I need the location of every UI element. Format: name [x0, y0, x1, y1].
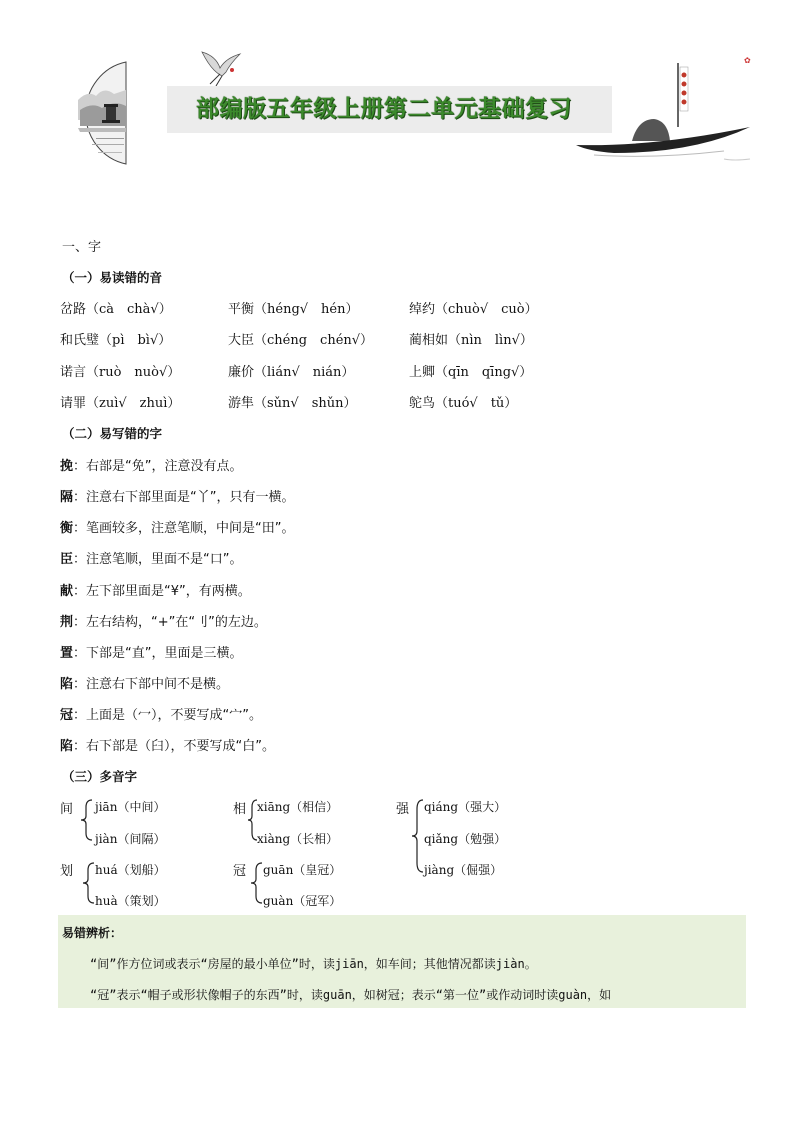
- polyphonic-char: 强: [396, 802, 410, 817]
- writing-note: 陷：注意右下部中间不是横。: [60, 677, 230, 692]
- writing-note: 献：左下部里面是“¥”，有两横。: [60, 584, 251, 599]
- polyphonic-reading: huá（划船）: [95, 863, 166, 877]
- polyphonic-reading: jiàng（倔强）: [424, 863, 503, 877]
- pronunciation-item: 绰约（chuò√ cuò）: [409, 302, 538, 317]
- pronunciation-item: 和氏璧（pì bì√）: [60, 333, 172, 348]
- polyphonic-reading: qiǎng（勉强）: [424, 832, 507, 846]
- polyphonic-reading: xiāng（相信）: [257, 800, 339, 814]
- polyphonic-reading: guān（皇冠）: [263, 863, 342, 877]
- writing-note: 隔：注意右下部里面是“丫”，只有一横。: [60, 490, 295, 505]
- subsection-heading-writing: （二）易写错的字: [62, 426, 163, 441]
- polyphonic-reading: xiàng（长相）: [257, 832, 339, 846]
- crane-decoration: [196, 46, 242, 88]
- pronunciation-item: 请罪（zuì√ zhuì）: [60, 396, 181, 411]
- error-analysis-line: “冠”表示“帽子或形状像帽子的东西”时，读guān，如树冠；表示“第一位”或作动词时读guàn，如: [90, 988, 612, 1002]
- polyphonic-reading: jiān（中间）: [95, 800, 166, 814]
- svg-text:✿: ✿: [744, 56, 751, 65]
- subsection-heading-polyphonic: （三）多音字: [62, 769, 138, 784]
- section-heading: 一、字: [62, 240, 102, 255]
- pronunciation-item: 岔路（cà chà√）: [60, 302, 172, 317]
- writing-note: 冠：上面是（冖），不要写成“宀”。: [60, 708, 262, 723]
- polyphonic-char: 冠: [233, 864, 247, 879]
- polyphonic-char: 相: [233, 802, 247, 817]
- header-landscape-decoration: [74, 60, 130, 166]
- writing-note: 陷：右下部是（臼），不要写成“白”。: [60, 739, 275, 754]
- boat-decoration: [574, 55, 754, 167]
- brace-icon: [82, 862, 96, 904]
- pronunciation-item: 上卿（qīn qīng√）: [409, 365, 533, 380]
- writing-note: 臣：注意笔顺，里面不是“口”。: [60, 552, 243, 567]
- pronunciation-item: 诺言（ruò nuò√）: [60, 365, 181, 380]
- brace-icon: [80, 799, 94, 841]
- pronunciation-item: 鸵鸟（tuó√ tǔ）: [409, 396, 518, 411]
- writing-note: 衡：笔画较多，注意笔顺，中间是“田”。: [60, 521, 295, 536]
- page-title: 部编版五年级上册第二单元基础复习: [196, 96, 572, 122]
- pronunciation-item: 平衡（héng√ hén）: [228, 302, 359, 317]
- polyphonic-reading: huà（策划）: [95, 894, 166, 908]
- subsection-heading-pronunciation: （一）易读错的音: [62, 270, 163, 285]
- polyphonic-reading: jiàn（间隔）: [95, 832, 166, 846]
- polyphonic-reading: guàn（冠军）: [263, 894, 342, 908]
- error-analysis-line: “间”作方位词或表示“房屋的最小单位”时，读jiān，如车间；其他情况都读jiàn。: [90, 957, 537, 971]
- pronunciation-item: 廉价（lián√ nián）: [228, 365, 355, 380]
- pronunciation-item: 蔺相如（nìn lìn√）: [409, 333, 533, 348]
- writing-note: 挽：右部是“免”，注意没有点。: [60, 459, 243, 474]
- polyphonic-char: 间: [60, 802, 74, 817]
- pronunciation-item: 大臣（chéng chén√）: [228, 333, 374, 348]
- brace-icon: [250, 862, 264, 904]
- error-analysis-title: 易错辨析：: [62, 926, 123, 940]
- brace-icon: [411, 799, 425, 873]
- polyphonic-reading: qiáng（强大）: [424, 800, 507, 814]
- writing-note: 荆：左右结构，“+”在“刂”的左边。: [60, 615, 267, 630]
- pronunciation-item: 游隼（sǔn√ shǔn）: [228, 396, 357, 411]
- writing-note: 置：下部是“直”，里面是三横。: [60, 646, 243, 661]
- polyphonic-char: 划: [60, 864, 74, 879]
